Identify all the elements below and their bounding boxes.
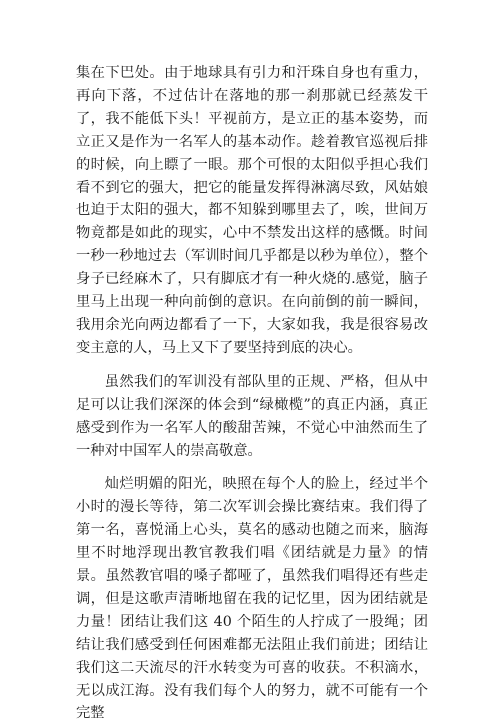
- body-text: [76, 62, 428, 725]
- paragraph-3: 灿烂明媚的阳光，映照在每个人的脸上，经过半个小时的漫长等待，第二次军训会操比赛结束。我们得了第一名，喜悦涌上心头，莫名的感动也随之而来，脑海里不时地浮现出教官教我们唱《团结就是力量》的情景。虽然教官唱的嗓子都哑了，虽然我们唱得还有些走调，但是这歌声清晰地留在我的记忆里，因为团结就是力量！团结让我们这 40 个陌生的人拧成了一股绳；团结让我们感受到任何困难都无法阻止我们前进；团结让我们这二天流尽的汗水转变为可喜的收获。不积滴水，无以成江海。没有我们每个人的努力，就不可能有一个完整: [76, 476, 428, 722]
- paragraph-2: 虽然我们的军训没有部队里的正规、严格，但从中足可以让我们深深的体会到“绿橄榄”的真正内涵，真正感受到作为一名军人的酸甜苦辣，不觉心中油然而生了一种对中国军人的崇高敬意。: [76, 373, 428, 459]
- paragraph-1: 集在下巴处。由于地球具有引力和汗珠自身也有重力，再向下落，不过估计在落地的那一刹那就已经蒸发干了，我不能低下头！平视前方，是立正的基本姿势，而立正又是作为一名军人的基本动作。趁着教官巡视后排的时候，向上瞟了一眼。那个可恨的太阳似乎担心我们看不到它的强大，把它的能量发挥得淋漓尽致，风姑娘也迫于太阳的强大，都不知躲到哪里去了，唉，世间万物竟都是如此的现实，心中不禁发出这样的感慨。时间一秒一秒地过去（军训时间几乎都是以秒为单位），整个身子已经麻木了，只有脚底才有一种火烧的.感觉，脑子里马上出现一种向前倒的意识。在向前倒的前一瞬间，我用余光向两边都看了一下，大家如我，我是很容易改变主意的人，马上又下了要坚持到底的决心。: [76, 65, 428, 356]
